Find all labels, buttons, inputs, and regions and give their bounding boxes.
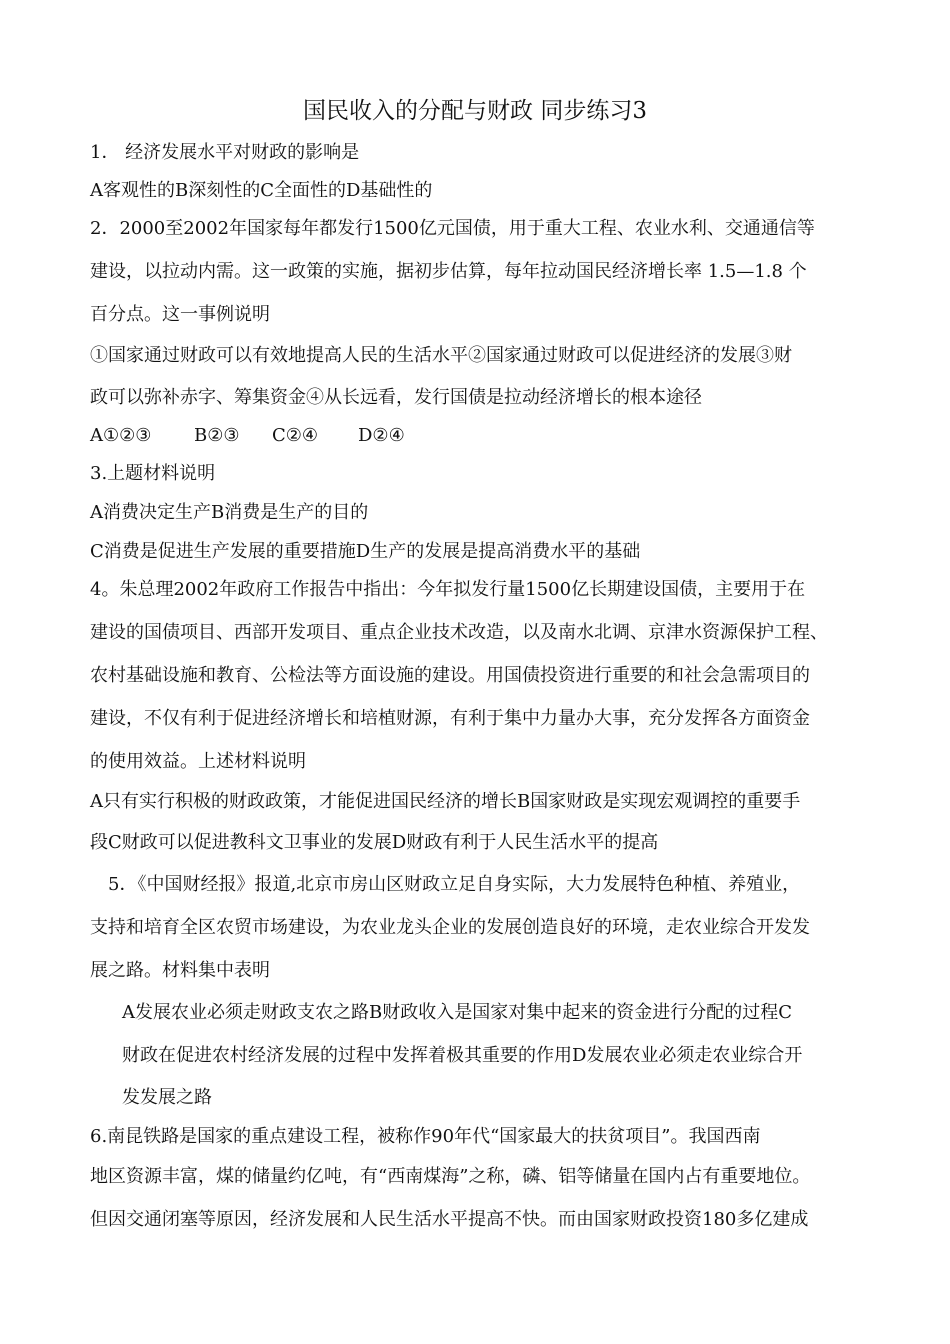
q4-stem-line: 建设，不仅有利于促进经济增长和培植财源，有利于集中力量办大事，充分发挥各方面资金 — [90, 708, 810, 729]
q2-stem-line: 2．2000至2002年国家每年都发行1500亿元国债，用于重大工程、农业水利、交通通信等 — [90, 218, 815, 239]
q3-option-line: C消费是促进生产发展的重要措施D生产的发展是提高消费水平的基础 — [90, 541, 641, 562]
q6-stem-line: 6.南昆铁路是国家的重点建设工程，被称作90年代“国家最大的扶贫项目”。我国西南 — [90, 1126, 761, 1147]
q4-stem-line: 建设的国债项目、西部开发项目、重点企业技术改造，以及南水北调、京津水资源保护工程、 — [90, 622, 828, 643]
q4-stem-line: 4。朱总理2002年政府工作报告中指出：今年拟发行量1500亿长期建设国债，主要用于在 — [90, 579, 806, 600]
q6-stem-line: 地区资源丰富，煤的储量约亿吨，有“西南煤海”之称，磷、铝等储量在国内占有重要地位。 — [90, 1166, 811, 1187]
q1-options: A客观性的B深刻性的C全面性的D基础性的 — [90, 180, 433, 201]
q5-option-line: A发展农业必须走财政支农之路B财政收入是国家对集中起来的资金进行分配的过程C — [122, 1002, 792, 1023]
q2-statement-line: ①国家通过财政可以有效地提高人民的生活水平②国家通过财政可以促进经济的发展③财 — [90, 345, 792, 366]
q4-option-line: A只有实行积极的财政政策，才能促进国民经济的增长B国家财政是实现宏观调控的重要手 — [90, 791, 801, 812]
q5-option-line: 财政在促进农村经济发展的过程中发挥着极其重要的作用D发展农业必须走农业综合开 — [122, 1045, 803, 1066]
q2-statement-line: 政可以弥补赤字、筹集资金④从长远看，发行国债是拉动经济增长的根本途径 — [90, 387, 702, 408]
q2-stem-line: 百分点。这一事例说明 — [90, 304, 270, 325]
q2-choice-a: A①②③ — [90, 425, 152, 446]
q4-stem-line: 的使用效益。上述材料说明 — [90, 751, 306, 772]
q3-option-line: A消费决定生产B消费是生产的目的 — [90, 502, 369, 523]
page-title: 国民收入的分配与财政 同步练习3 — [303, 98, 647, 124]
q2-choices — [90, 423, 405, 449]
q5-option-line: 发发展之路 — [122, 1087, 212, 1108]
q5-stem-line: 5．《中国财经报》报道,北京市房山区财政立足自身实际，大力发展特色种植、养殖业， — [108, 874, 801, 895]
q5-stem-line: 展之路。材料集中表明 — [90, 960, 270, 981]
q4-option-line: 段C财政可以促进教科文卫事业的发展D财政有利于人民生活水平的提高 — [90, 832, 659, 853]
q2-choice-d: D②④ — [358, 425, 405, 446]
q2-choice-c: C②④ — [272, 425, 319, 446]
q4-stem-line: 农村基础设施和教育、公检法等方面设施的建设。用国债投资进行重要的和社会急需项目的 — [90, 665, 810, 686]
q6-stem-line: 但因交通闭塞等原因，经济发展和人民生活水平提高不快。而由国家财政投资180多亿建成 — [90, 1209, 809, 1230]
q1-stem: 1． 经济发展水平对财政的影响是 — [90, 142, 360, 163]
q3-stem: 3.上题材料说明 — [90, 463, 216, 484]
q2-stem-line: 建设，以拉动内需。这一政策的实施，据初步估算，每年拉动国民经济增长率 1.5—1.8 个 — [90, 261, 807, 282]
q5-stem-line: 支持和培育全区农贸市场建设，为农业龙头企业的发展创造良好的环境，走农业综合开发发 — [90, 917, 810, 938]
q2-choice-b: B②③ — [194, 425, 240, 446]
